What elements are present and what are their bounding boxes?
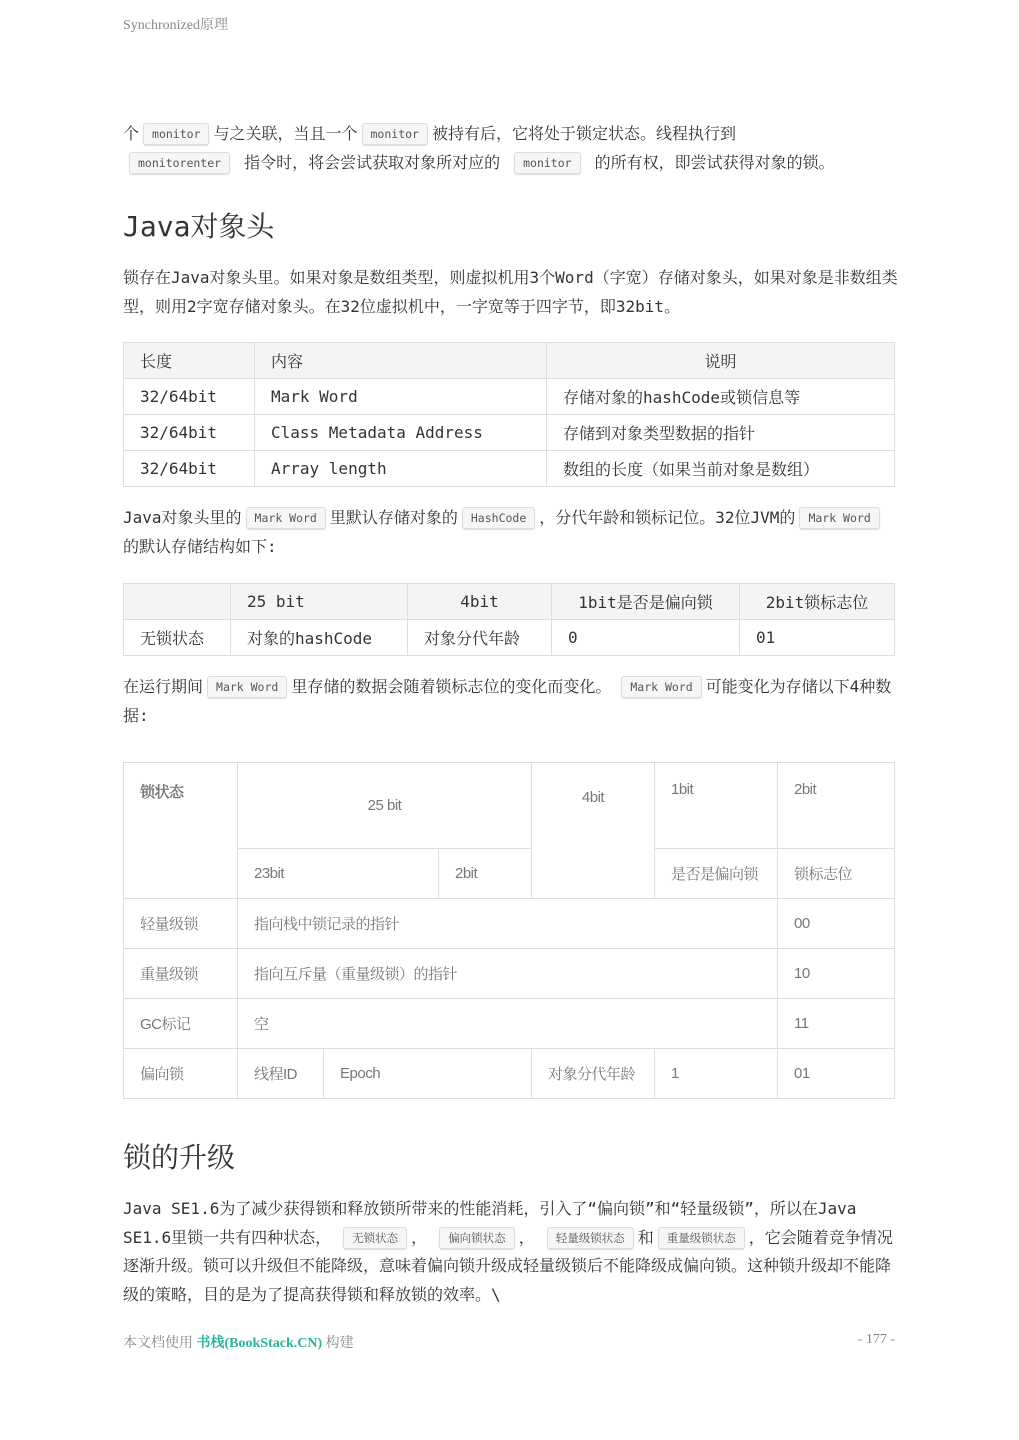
cell: 32/64bit <box>124 451 255 487</box>
table-row <box>124 1049 895 1099</box>
cell: 存储到对象类型数据的指针 <box>547 415 895 451</box>
inline-code: Mark Word <box>246 507 326 529</box>
inline-code: HashCode <box>462 507 535 529</box>
cell: 偏向锁 <box>124 1049 238 1099</box>
text: 构建 <box>325 1336 354 1351</box>
cell: 轻量级锁 <box>124 899 238 949</box>
lock-state-table-image <box>123 762 895 1099</box>
header-cell: 长度 <box>124 343 255 379</box>
mark-word-table <box>123 583 895 656</box>
cell: 锁标志位 <box>778 849 895 899</box>
header-cell: 4bit <box>408 584 552 620</box>
cell: 32/64bit <box>124 415 255 451</box>
text: 里默认存储对象的 <box>329 508 458 527</box>
text: 可能变化为存储以下4种数据: <box>123 677 892 725</box>
text: 与之关联，当且一个 <box>213 124 358 143</box>
paragraph-runtime <box>123 673 898 730</box>
inline-code: 重量级锁状态 <box>658 1227 745 1249</box>
cell: 1 <box>655 1049 778 1099</box>
text: Java SE1.6为了减少获得锁和释放锁所带来的性能消耗，引入了“偏向锁”和“轻量级锁”，所以在Java SE1.6里锁一共有四种状态， <box>123 1199 857 1247</box>
table-row <box>124 999 895 1049</box>
cell: 对象的hashCode <box>231 620 408 656</box>
header-cell: 说明 <box>547 343 895 379</box>
cell: 32/64bit <box>124 379 255 415</box>
text: 指令时，将会尝试获取对象所对应的 <box>244 152 501 172</box>
inline-code: monitorenter <box>129 152 230 174</box>
table-header-row <box>124 849 895 899</box>
heading-lock-upgrade: 锁的升级 <box>123 1141 236 1174</box>
paragraph-mark-word <box>123 504 898 561</box>
text: 本文档使用 <box>123 1336 193 1351</box>
cell: 数组的长度（如果当前对象是数组） <box>547 451 895 487</box>
cell: Epoch <box>324 1049 532 1099</box>
cell: Array length <box>255 451 547 487</box>
text: 在运行期间 <box>123 677 204 696</box>
inline-code: monitor <box>362 123 428 145</box>
text: 的默认存储结构如下: <box>123 536 277 556</box>
table-header-row <box>124 584 895 620</box>
page-number: - 177 - <box>857 1332 895 1347</box>
cell: 11 <box>778 999 895 1049</box>
text: 个 <box>123 124 140 143</box>
object-header-table <box>123 342 895 487</box>
cell: 锁状态 <box>124 763 238 899</box>
page-footer <box>123 1332 895 1352</box>
text: ， <box>411 1227 428 1247</box>
header-cell <box>124 584 231 620</box>
header-cell: 内容 <box>255 343 547 379</box>
header-cell: 25 bit <box>231 584 408 620</box>
table-row <box>124 379 895 415</box>
cell: 1bit <box>655 763 778 849</box>
cell: 01 <box>778 1049 895 1099</box>
table-row <box>124 949 895 999</box>
table-row <box>124 451 895 487</box>
cell: 0 <box>552 620 740 656</box>
cell: 2bit <box>439 849 532 899</box>
table-row <box>124 620 895 656</box>
cell: 空 <box>238 999 778 1049</box>
cell: 重量级锁 <box>124 949 238 999</box>
cell: 线程ID <box>238 1049 324 1099</box>
paragraph-object-header: 锁存在Java对象头里。如果对象是数组类型，则虚拟机用3个Word（字宽）存储对象头，如果对象是非数组类型，则用2字宽存储对象头。在32位虚拟机中，一字宽等于四字节，即32bit。 <box>123 268 898 316</box>
cell: 对象分代年龄 <box>408 620 552 656</box>
text: 里存储的数据会随着锁标志位的变化而变化。 <box>291 677 612 696</box>
inline-code: monitor <box>143 123 209 145</box>
table-header-row <box>124 343 895 379</box>
cell: Mark Word <box>255 379 547 415</box>
table-row <box>124 415 895 451</box>
table-header-row <box>124 763 895 849</box>
text: ，它会随着竞争情况逐渐升级。锁可以升级但不能降级，意味着偏向锁升级成轻量级锁后不能降级成偏向锁。这种锁升级却不能降级的策略，目的是为了提高获得锁和释放锁的效率。\ <box>123 1227 893 1304</box>
inline-code: Mark Word <box>799 507 879 529</box>
header-cell: 1bit是否是偏向锁 <box>552 584 740 620</box>
cell: 是否是偏向锁 <box>655 849 778 899</box>
cell: 00 <box>778 899 895 949</box>
inline-code: 轻量级锁状态 <box>547 1227 634 1249</box>
cell: 对象分代年龄 <box>532 1049 655 1099</box>
bookstack-link[interactable]: 书栈(BookStack.CN) <box>196 1336 323 1351</box>
text: Java对象头里的 <box>123 508 242 527</box>
cell: 4bit <box>532 763 655 899</box>
text: 和 <box>637 1227 654 1247</box>
cell: 25 bit <box>238 763 532 849</box>
cell: 23bit <box>238 849 439 899</box>
cell: 存储对象的hashCode或锁信息等 <box>547 379 895 415</box>
page-header: Synchronized原理 <box>123 18 228 33</box>
inline-code: Mark Word <box>207 676 287 698</box>
inline-code: monitor <box>514 152 580 174</box>
cell: 无锁状态 <box>124 620 231 656</box>
text: ， <box>518 1227 535 1247</box>
footer-credit <box>123 1332 354 1352</box>
cell: 01 <box>740 620 895 656</box>
cell: Class Metadata Address <box>255 415 547 451</box>
text: 被持有后，它将处于锁定状态。线程执行到 <box>431 124 736 143</box>
text: 的所有权，即尝试获得对象的锁。 <box>594 152 835 172</box>
inline-code: Mark Word <box>621 676 701 698</box>
inline-code: 无锁状态 <box>343 1227 407 1249</box>
cell: 指向互斥量（重量级锁）的指针 <box>238 949 778 999</box>
cell: 2bit <box>778 763 895 849</box>
inline-code: 偏向锁状态 <box>439 1227 515 1249</box>
table-row <box>124 899 895 949</box>
paragraph-lock-upgrade <box>123 1195 898 1309</box>
cell: GC标记 <box>124 999 238 1049</box>
heading-java-object-header: Java对象头 <box>123 210 275 243</box>
header-cell: 2bit锁标志位 <box>740 584 895 620</box>
text: ，分代年龄和锁标记位。32位JVM的 <box>539 508 796 527</box>
paragraph-monitor <box>123 120 898 177</box>
cell: 10 <box>778 949 895 999</box>
cell: 指向栈中锁记录的指针 <box>238 899 778 949</box>
